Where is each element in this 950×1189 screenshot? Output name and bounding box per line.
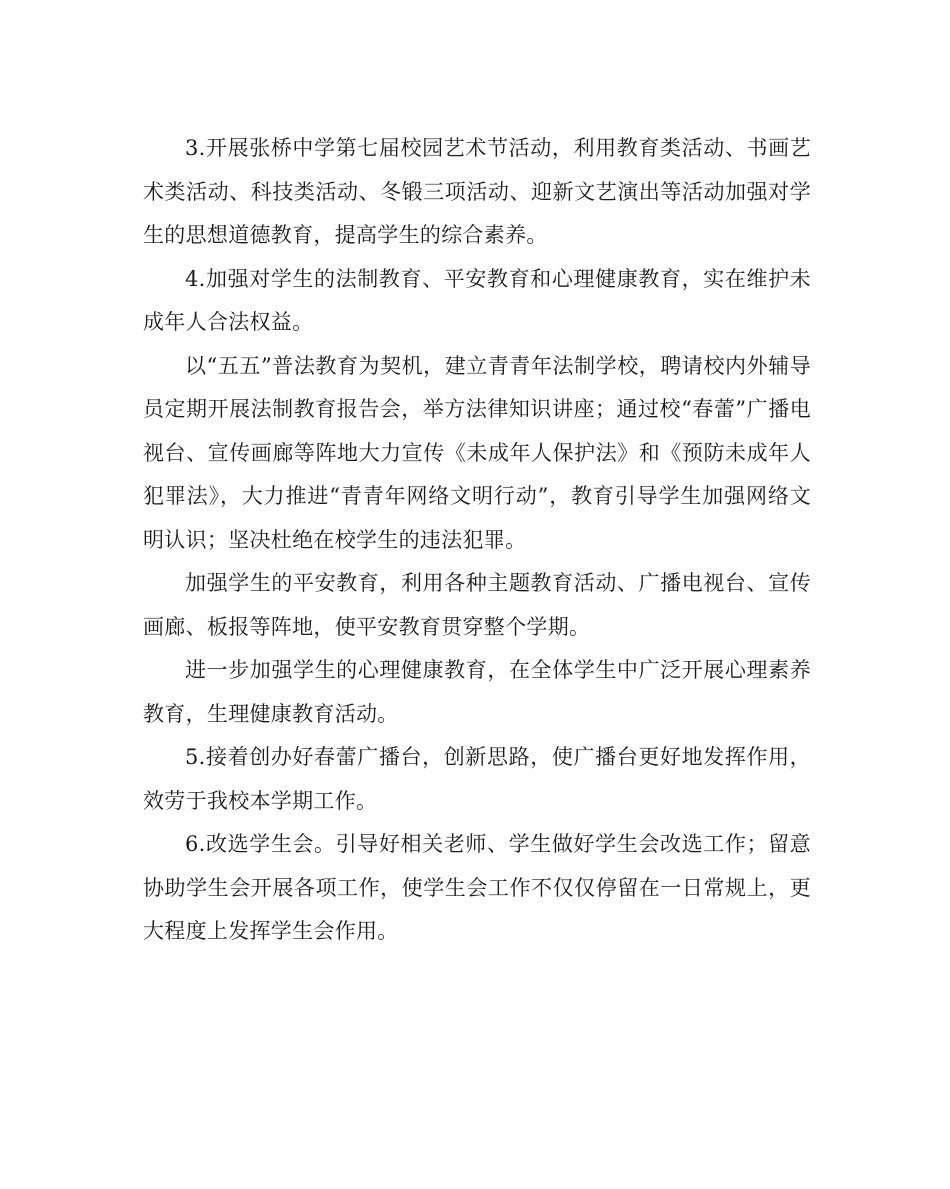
paragraph-item-5-radio: 5.接着创办好春蕾广播台，创新思路，使广播台更好地发挥作用，效劳于我校本学期工作。 <box>143 745 811 813</box>
paragraph-mental-health: 进一步加强学生的心理健康教育，在全体学生中广泛开展心理素养教育，生理健康教育活动。 <box>143 658 811 726</box>
document-page <box>143 127 811 954</box>
paragraph-law-publicity: 以“五五”普法教育为契机，建立青青年法制学校，聘请校内外辅导员定期开展法制教育报告会，举方法律知识讲座；通过校“春蕾”广播电视台、宣传画廊等阵地大力宣传《未成年人保护法》和《预防未成年人犯罪法》，大力推进“青青年网络文明行动”，教育引导学生加强网络文明认识；坚决杜绝在校学生的违法犯罪。 <box>143 353 811 552</box>
paragraph-safety-education: 加强学生的平安教育，利用各种主题教育活动、广播电视台、宣传画廊、板报等阵地，使平安教育贯穿整个学期。 <box>143 571 811 639</box>
paragraph-item-6-student-union: 6.改选学生会。引导好相关老师、学生做好学生会改选工作；留意协助学生会开展各项工作，使学生会工作不仅仅停留在一日常规上，更大程度上发挥学生会作用。 <box>143 832 811 943</box>
paragraph-item-4-legal-education: 4.加强对学生的法制教育、平安教育和心理健康教育，实在维护未成年人合法权益。 <box>143 266 811 334</box>
paragraph-item-3-arts-festival: 3.开展张桥中学第七届校园艺术节活动，利用教育类活动、书画艺术类活动、科技类活动、冬锻三项活动、迎新文艺演出等活动加强对学生的思想道德教育，提高学生的综合素养。 <box>143 136 811 247</box>
